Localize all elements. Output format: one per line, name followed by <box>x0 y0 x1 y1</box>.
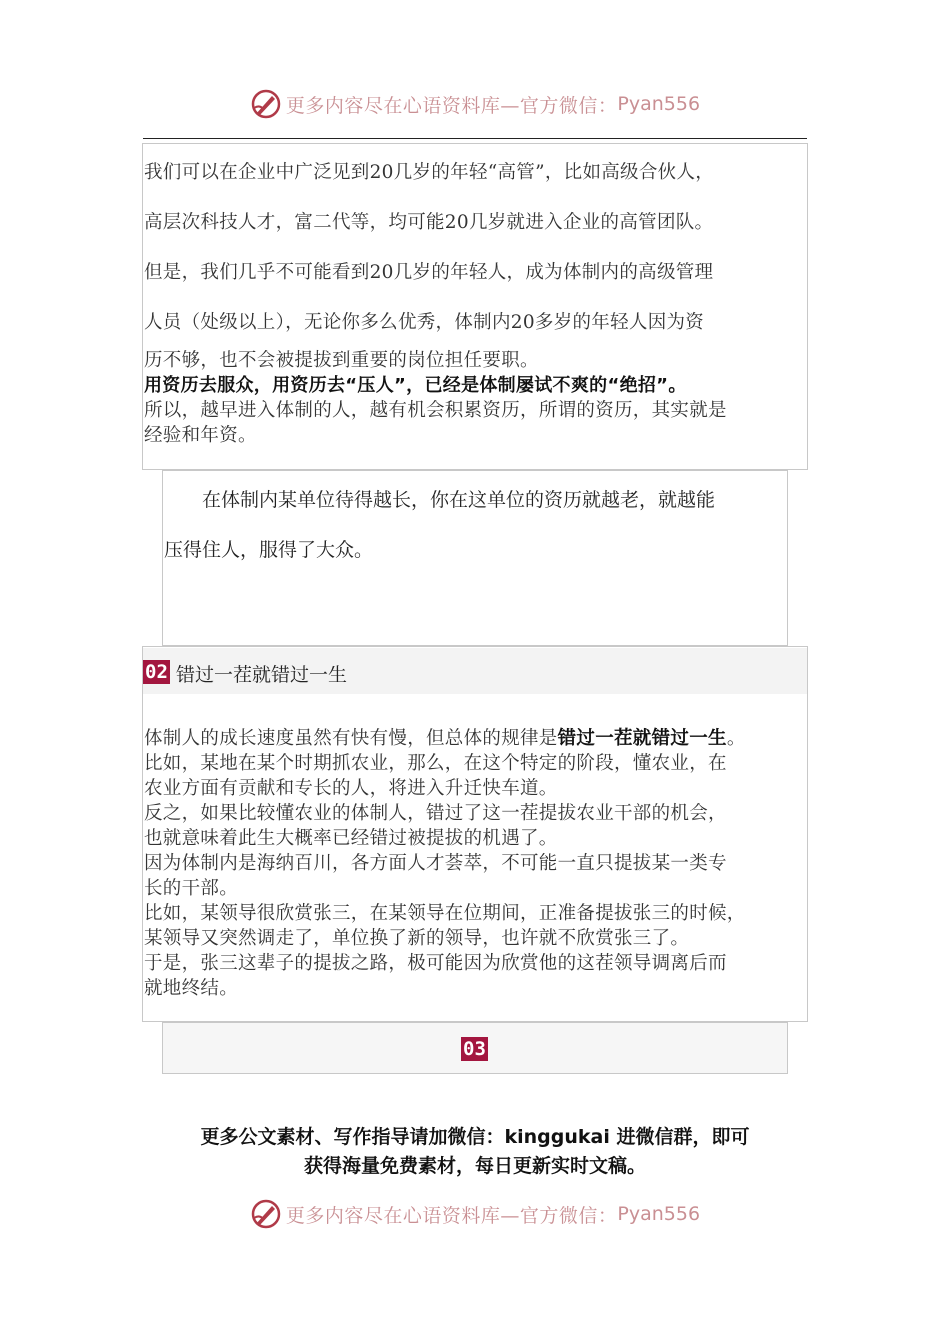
paragraph-line: 也就意味着此生大概率已经错过被提拔的机遇了。 <box>144 828 558 849</box>
page-header <box>0 84 950 124</box>
footer-promo-line: 更多公文素材、写作指导请加微信：kinggukai 进微信群，即可 <box>200 1126 750 1148</box>
footer-brand-wechat: Pyan556 <box>617 1203 701 1225</box>
emphasis-text: 错过一茬就错过一生 <box>557 728 727 749</box>
paragraph-line: 于是，张三这辈子的提拔之路，极可能因为欣赏他的这茬领导调离后而 <box>144 953 727 974</box>
header-rule <box>143 138 807 139</box>
paragraph-line: 比如，某领导很欣赏张三，在某领导在位期间，正准备提拔张三的时候， <box>144 903 746 924</box>
pen-logo-icon <box>250 88 282 120</box>
header-wechat: Pyan556 <box>617 93 701 115</box>
paragraph-line: 农业方面有贡献和专长的人，将进入升迁快车道。 <box>144 778 558 799</box>
paragraph-line: 长的干部。 <box>144 878 239 899</box>
paragraph-line: 经验和年资。 <box>144 425 257 446</box>
paragraph-text: 。 <box>726 728 746 749</box>
section-number-badge: 02 <box>145 661 168 683</box>
section-title: 错过一茬就错过一生 <box>176 664 348 686</box>
footer-brand-text: 更多内容尽在心语资料库—官方微信： <box>285 1204 618 1227</box>
paragraph-line: 但是，我们几乎不可能看到20几岁的年轻人，成为体制内的高级管理 <box>144 262 714 283</box>
paragraph-line: 比如，某地在某个时期抓农业，那么，在这个特定的阶段，懂农业，在 <box>144 753 727 774</box>
paragraph-line: 就地终结。 <box>144 978 239 999</box>
paragraph-line <box>144 724 806 750</box>
section-number-badge: 03 <box>463 1038 486 1060</box>
page-footer-brand <box>0 1194 950 1234</box>
header-text: 更多内容尽在心语资料库—官方微信： <box>285 94 618 117</box>
bold-statement: 用资历去服众，用资历去“压人”，已经是体制屡试不爽的“绝招”。 <box>144 375 687 396</box>
quote-line: 在体制内某单位待得越长，你在这单位的资历就越老，就越能 <box>202 489 716 511</box>
quote-line: 压得住人，服得了大众。 <box>164 539 374 561</box>
paragraph-line: 反之，如果比较懂农业的体制人，错过了这一茬提拔农业干部的机会， <box>144 803 727 824</box>
paragraph-line: 人员（处级以上），无论你多么优秀，体制内20多岁的年轻人因为资 <box>144 312 705 333</box>
paragraph-line: 历不够，也不会被提拔到重要的岗位担任要职。 <box>144 350 539 371</box>
paragraph-line: 某领导又突然调走了，单位换了新的领导，也许就不欣赏张三了。 <box>144 928 690 949</box>
paragraph-line: 因为体制内是海纳百川，各方面人才荟萃，不可能一直只提拔某一类专 <box>144 853 727 874</box>
paragraph-line: 所以，越早进入体制的人，越有机会积累资历，所谓的资历，其实就是 <box>144 400 727 421</box>
pen-logo-icon <box>250 1198 282 1230</box>
footer-promo-line: 获得海量免费素材，每日更新实时文稿。 <box>303 1155 646 1177</box>
paragraph-line: 我们可以在企业中广泛见到20几岁的年轻“高管”，比如高级合伙人， <box>144 162 715 183</box>
paragraph-text: 体制人的成长速度虽然有快有慢，但总体的规律是 <box>144 728 558 749</box>
paragraph-line: 高层次科技人才，富二代等，均可能20几岁就进入企业的高管团队。 <box>144 212 714 233</box>
